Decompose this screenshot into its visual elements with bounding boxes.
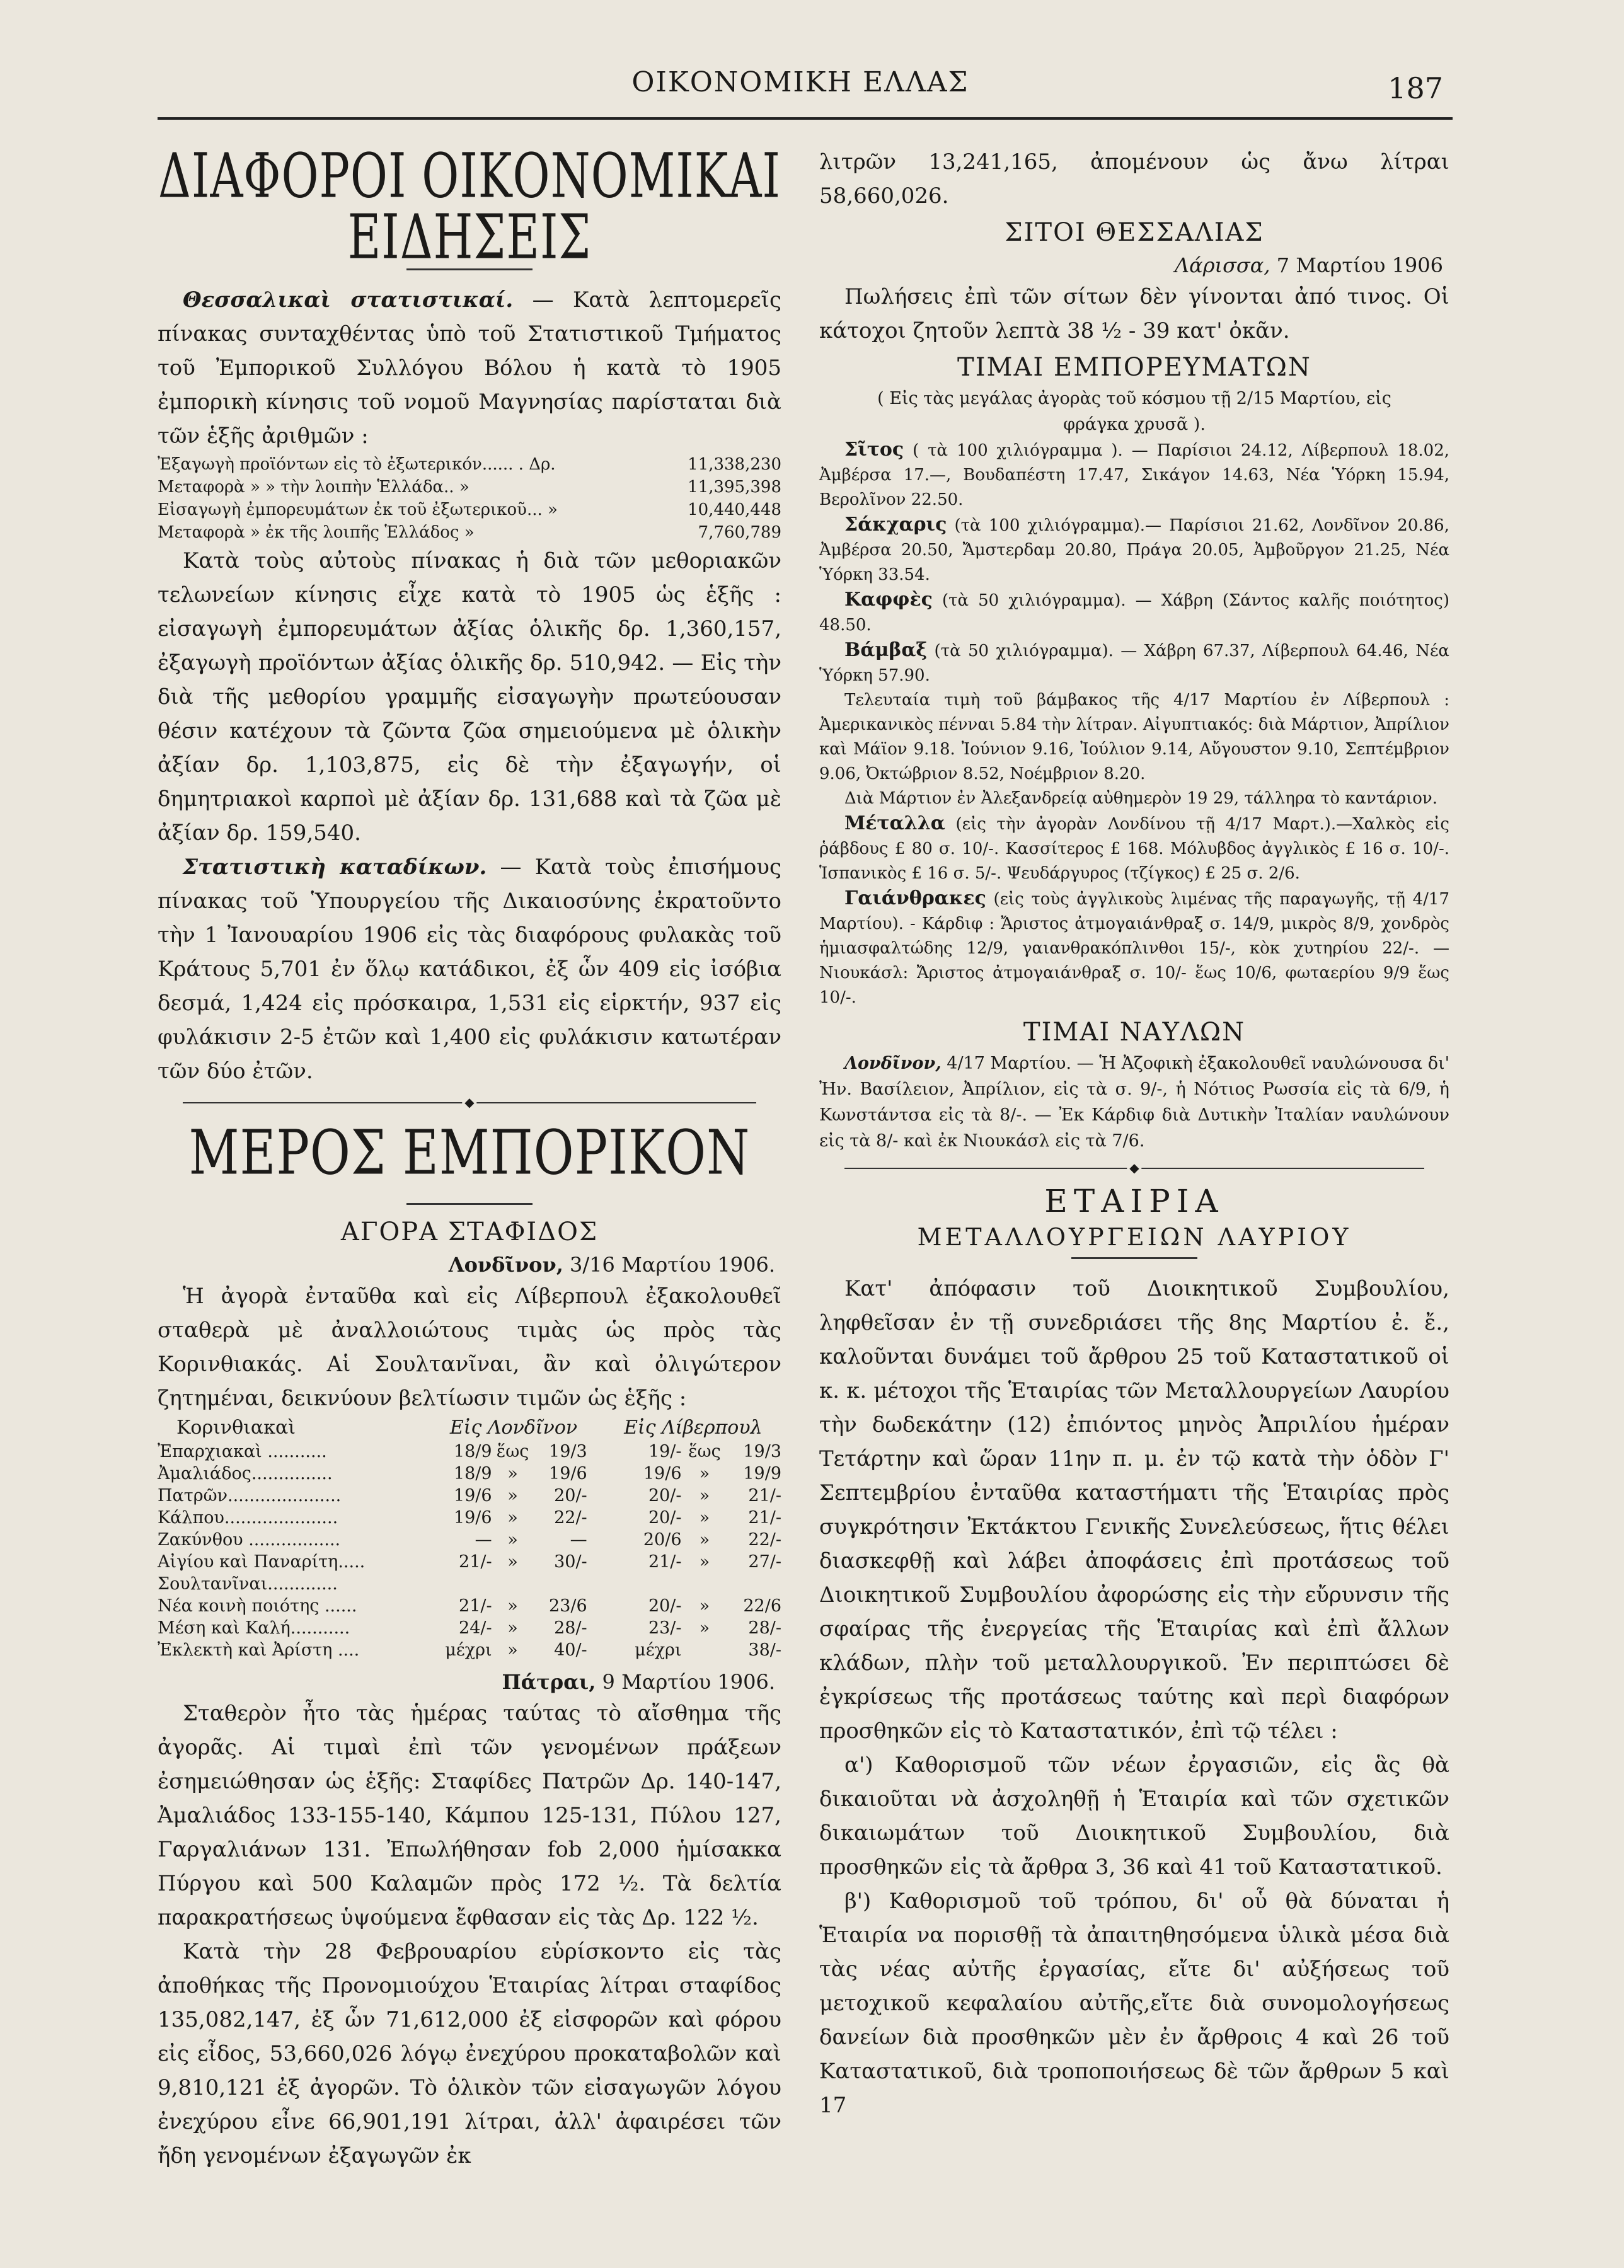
company-subtitle: ΜΕΤΑΛΛΟΥΡΓΕΙΩΝ ΛΑΥΡΙΟΥ	[917, 1223, 1352, 1251]
section-title: ΔΙΑΦΟΡΟΙ ΟΙΚΟΝΟΜΙΚΑΙ ΕΙΔΗΣΕΙΣ	[158, 139, 781, 273]
company-item-a: α') Καθορισμοῦ τῶν νέων ἐργασιῶν, εἰς ἃς θὰ δικαιοῦται νὰ ἀσχοληθῇ ἡ Ἑταιρία καὶ τῶν σχετικῶν δικαιωμάτων τοῦ Διοικητικοῦ Συμβουλίου, διὰ προσθηκῶν εἰς τὰ ἄρθρα 3, 36 καὶ 41 τοῦ Καταστατικοῦ.	[819, 1753, 1449, 1880]
convicts-paragraph: Στατιστικὴ καταδίκων. — Κατὰ τοὺς ἐπισήμους πίνακας τοῦ Ὑπουργείου τῆς Δικαιοσύνης ἐκρατοῦντο τὴν 1 Ἰανουαρίου 1906 εἰς τὰς διαφόρους φυλακὰς τοῦ Κράτους 5,701 ἐν ὅλῳ κατάδικοι, ἐξ ὧν 409 εἰς ἰσόβια δεσμά, 1,424 εἰς πρόσκαιρα, 1,531 εἰς εἱρκτήν, 937 εἰς φυλάκισιν 2-5 ἐτῶν καὶ 1,400 εἰς φυλάκισιν κατωτέραν τῶν δύο ἐτῶν.	[158, 855, 781, 1084]
table-row: Ἀμαλιάδος............... 18/9 » 19/6 19/6 » 19/9	[158, 1464, 781, 1483]
table-row: Εἰσαγωγὴ ἐμπορευμάτων ἐκ τοῦ ἐξωτερικοῦ... » 10,440,448	[158, 500, 781, 519]
table-row: Ζακύνθου ................. — » — 20/6 » 22/-	[158, 1530, 781, 1550]
header-rule	[158, 117, 1453, 120]
left-column	[158, 139, 781, 2173]
run-in-heading: Θεσσαλικαὶ στατιστικαί.	[183, 287, 514, 313]
table-header-row: Κορινθιακαὶ Εἰς Λονδῖνον Εἰς Λίβερπουλ	[176, 1417, 763, 1439]
thessaly-statistics-paragraph: Θεσσαλικαὶ στατιστικαί. — Κατὰ λεπτομερεῖς πίνακας συνταχθέντας ὑπὸ τοῦ Στατιστικοῦ Τμήματος τοῦ Ἐμπορικοῦ Συλλόγου Βόλου ἡ κατὰ τὸ 1905 ἐμπορικὴ κίνησις τοῦ νομοῦ Μαγνησίας παρίσταται διὰ τῶν ἑξῆς ἀριθμῶν :	[158, 287, 781, 449]
table-row: Ἐπαρχιακαὶ ........... 18/9 ἕως 19/3 19/- ἕως 19/3	[158, 1442, 781, 1461]
title-rule	[406, 1203, 533, 1205]
table-row: Μέση καὶ Καλή........... 24/- » 28/- 23/- » 28/-	[158, 1618, 781, 1638]
commodity-prices-note: ( Εἰς τὰς μεγάλας ἀγορὰς τοῦ κόσμου τῇ 2/15 Μαρτίου, εἰς φράγκα χρυσᾶ ).	[877, 389, 1391, 434]
commodity-item: Μέταλλα (εἰς τὴν ἀγορὰν Λονδίνου τῇ 4/17 Μαρτ.).—Χαλκὸς εἰς ῥάβδους £ 80 σ. 10/-. Κασσίτερος £ 168. Μόλυβδος ἀγγλικὸς £ 16 σ. 10/-. Ἱσπανικὸς £ 16 σ. 5/-. Ψευδάργυρος (τζίγκος) £ 25 σ. 2/6.	[819, 812, 1449, 883]
dateline-larissa: Λάρισσα, 7 Μαρτίου 1906	[1174, 253, 1443, 277]
currant-price-table	[158, 1415, 781, 1661]
right-column	[819, 145, 1449, 2122]
company-title: ΕΤΑΙΡΙΑ	[1044, 1183, 1224, 1219]
dateline-london: Λονδῖνον, 3/16 Μαρτίου 1906.	[448, 1253, 775, 1277]
warehouse-stock-paragraph: Κατὰ τὴν 28 Φεβρουαρίου εὑρίσκοντο εἰς τὰς ἀποθήκας τῆς Προνομιούχου Ἑταιρίας λίτραι σταφίδος 135,082,147, ἐξ ὧν 71,612,000 ἐξ εἰσφορῶν καὶ φόρου εἰς εἶδος, 53,660,026 λόγῳ ἐνεχύρου προκαταβολῶν καὶ 9,810,121 ἐξ ἀγορῶν. Τὸ ὁλικὸν τῶν εἰσαγωγῶν λόγου ἐνεχύρου εἶνε 66,901,191 λίτραι, ἀλλ' ἀφαιρέσει τῶν ἤδη γενομένων ἐξαγωγῶν ἐκ	[158, 1939, 781, 2168]
run-in-heading: Στατιστικὴ καταδίκων.	[183, 855, 487, 880]
table-row: Σουλτανῖναι.............	[158, 1574, 338, 1594]
commodity-item: Σάκχαρις (τὰ 100 χιλιόγραμμα).— Παρίσιοι 21.62, Λονδῖνον 20.86, Ἀμβέρσα 20.50, Ἄμστερδαμ 20.80, Πράγα 20.05, Ἀμβοῦργον 21.25, Νέα Ὑόρκη 33.54.	[819, 514, 1449, 584]
grain-title: ΣΙΤΟΙ ΘΕΣΣΑΛΙΑΣ	[1005, 218, 1264, 247]
table-row: Νέα κοινὴ ποιότης ...... 21/- » 23/6 20/- » 22/6	[158, 1596, 781, 1616]
currant-market-title: ΑΓΟΡΑ ΣΤΑΦΙΔΟΣ	[340, 1217, 599, 1246]
ornamental-divider	[183, 1102, 756, 1103]
table-row: Ἐκλεκτὴ καὶ Ἀρίστη .... μέχρι » 40/- μέχρι 38/-	[158, 1640, 781, 1660]
table-row: Αἰγίου καὶ Παναρίτη..... 21/- » 30/- 21/- » 27/-	[158, 1552, 781, 1572]
commodity-prices-title: ΤΙΜΑΙ ΕΜΠΟΡΕΥΜΑΤΩΝ	[957, 353, 1311, 382]
freight-paragraph: Λονδῖνον, 4/17 Μαρτίου. — Ἡ Ἀζοφικὴ ἐξακολουθεῖ ναυλώνουσα δι' Ἠν. Βασίλειον, Ἀπρίλιον, εἰς τὰ σ. 9/-, ἡ Νότιος Ρωσσία εἰς τὰ 6/9, ἡ Κωνστάντσα εἰς τὰ 8/-. — Ἐκ Κάρδιφ διὰ Δυτικὴν Ἰταλίαν ναυλώνουν εἰς τὰ 8/- καὶ ἐκ Νιουκάσλ εἰς τὰ 7/6.	[819, 1054, 1449, 1151]
commodity-item: Γαιάνθρακες (εἰς τοὺς ἀγγλικοὺς λιμένας τῆς παραγωγῆς, τῇ 4/17 Μαρτίου). - Κάρδιφ : Ἄριστος ἀτμογαιάνθραξ σ. 14/9, μικρὸς 8/9, χονδρὸς ἡμιασφαλτώδης 12/9, γαιανθρακόπλινθοι 15/-, κὸκ χυτηρίου 22/-. — Νιουκάσλ: Ἄριστος ἀτμογαιάνθραξ σ. 10/- ἕως 10/6, φωταερίου 9/9 ἕως 10/-.	[819, 887, 1449, 1007]
page-number: 187	[1388, 71, 1443, 105]
company-notice-paragraph: Κατ' ἀπόφασιν τοῦ Διοικητικοῦ Συμβουλίου, ληφθεῖσαν ἐν τῇ συνεδριάσει τῆς 8ης Μαρτίου ἐ. ἔ., καλοῦνται δυνάμει τοῦ ἄρθρου 25 τοῦ Καταστατικοῦ οἱ κ. κ. μέτοχοι τῆς Ἑταιρίας τῶν Μεταλλουργείων Λαυρίου τὴν δωδεκάτην (12) ἐπιόντος μηνὸς Ἀπριλίου ἡμέραν Τετάρτην καὶ ὥραν 11ην π. μ. ἐν τῷ κατὰ τὴν ὁδὸν Γ' Σεπτεμβρίου ἐνταῦθα καταστήματι τῆς Ἑταιρίας πρὸς συγκρότησιν Ἐκτάκτου Γενικῆς Συνελεύσεως, ἥτις θέλει διασκεφθῇ καὶ λάβει ἀποφάσεις ἐπὶ προτάσεως τοῦ Διοικητικοῦ Συμβουλίου ἀφορώσης εἰς τὴν εὔρυνσιν τῆς σφαίρας τῆς ἐνεργείας τῆς Ἑταιρίας καὶ ἐπὶ ἄλλων κλάδων, πλὴν τοῦ μεταλλουργικοῦ. Ἐν περιπτώσει δὲ ἐγκρίσεως τῆς προτάσεως ταύτης καὶ περὶ διαφόρων προσθηκῶν εἰς τὸ Καταστατικόν, ἐπὶ τῷ τέλει :	[819, 1276, 1449, 1744]
section-title-commercial: ΜΕΡΟΣ ΕΜΠΟΡΙΚΟΝ	[188, 1117, 751, 1189]
title-rule	[1071, 1257, 1197, 1259]
table-row: Κάλπου..................... 19/6 » 22/- 20/- » 21/-	[158, 1508, 781, 1528]
running-title: ΟΙΚΟΝΟΜΙΚΗ ΕΛΛΑΣ	[631, 66, 969, 98]
company-item-b: β') Καθορισμοῦ τοῦ τρόπου, δι' οὗ θὰ δύναται ἡ Ἑταιρία να πορισθῇ τὰ ἀπαιτηθησόμενα ὑλικὰ μέσα διὰ τὰς νέας αὐτῆς ἐργασίας, εἴτε δι' αὐξήσεως τοῦ μετοχικοῦ κεφαλαίου αὐτῆς,εἴτε διὰ συνομολογήσεως δανείων διὰ προσθηκῶν μὲν ἐν ἄρθροις 4 καὶ 26 τοῦ Καταστατικοῦ, διὰ τροποποιήσεως δὲ τῶν ἄρθρων 5 καὶ 17	[819, 1889, 1449, 2118]
patras-market-paragraph: Σταθερὸν ἦτο τὰς ἡμέρας ταύτας τὸ αἴσθημα τῆς ἀγορᾶς. Αἱ τιμαὶ ἐπὶ τῶν γενομένων πράξεων ἐσημειώθησαν ὡς ἑξῆς: Σταφίδες Πατρῶν Δρ. 140-147, Ἀμαλιάδος 133-155-140, Κάμπου 125-131, Πύλου 127, Γαργαλιάνων 131. Ἐπωλήθησαν fob 2,000 ἡμίσακκα Πύργου καὶ 500 Καλαμῶν πρὸς 172 ½. Τὰ δελτία παρακρατήσεως ὑψούμενα ἔφθασαν εἰς τὰς Δρ. 122 ½.	[158, 1701, 781, 1930]
table-row: Ἐξαγωγὴ προϊόντων εἰς τὸ ἐξωτερικόν...... . Δρ. 11,338,230	[158, 455, 781, 474]
dateline-patras: Πάτραι, 9 Μαρτίου 1906.	[502, 1670, 775, 1694]
freight-title: ΤΙΜΑΙ ΝΑΥΛΩΝ	[1023, 1018, 1246, 1047]
grain-paragraph: Πωλήσεις ἐπὶ τῶν σίτων δὲν γίνονται ἀπό τινος. Οἱ κάτοχοι ζητοῦν λεπτὰ 38 ½ - 39 κατ' ὀκᾶν.	[819, 284, 1449, 343]
currant-market-paragraph: Ἡ ἀγορὰ ἐνταῦθα καὶ εἰς Λίβερπουλ ἐξακολουθεῖ σταθερὰ μὲ ἀναλλοιώτους τιμὰς ὡς πρὸς τὰς Κορινθιακάς. Αἱ Σουλτανῖναι, ἂν καὶ ὀλιγώτερον ζητημέναι, δεικνύουν βελτίωσιν τιμῶν ὡς ἑξῆς :	[158, 1284, 781, 1411]
table-row: Πατρῶν..................... 19/6 » 20/- 20/- » 21/-	[158, 1486, 781, 1505]
commodity-items	[819, 437, 1449, 1010]
trade-stats-table	[158, 453, 781, 544]
ornamental-divider	[844, 1168, 1424, 1169]
continued-paragraph: λιτρῶν 13,241,165, ἀπομένουν ὡς ἄνω λίτραι 58,660,026.	[819, 149, 1449, 209]
commodity-item: Διὰ Μάρτιον ἐν Ἀλεξανδρείᾳ αὐθημερὸν 19 29, τάλληρα τὸ καντάριον.	[844, 789, 1437, 808]
commodity-item: Σῖτος ( τὰ 100 χιλιόγραμμα ). — Παρίσιοι 24.12, Λίβερπουλ 18.02, Ἀμβέρσα 17.—, Βουδαπέστη 17.47, Σικάγον 14.63, Νέα Ὑόρκη 15.94, Βερολῖνον 22.50.	[819, 439, 1449, 509]
table-row: Μεταφορὰ » ἐκ τῆς λοιπῆς Ἑλλάδος » 7,760,789	[158, 523, 781, 542]
commodity-item: Καφφὲς (τὰ 50 χιλιόγραμμα). — Χάβρη (Σάντος καλῆς ποιότητος) 48.50.	[819, 589, 1449, 635]
commodity-item: Βάμβαξ (τὰ 50 χιλιόγραμμα). — Χάβρη 67.37, Λίβερπουλ 64.46, Νέα Ὑόρκη 57.90.	[819, 639, 1449, 685]
commodity-item: Τελευταία τιμὴ τοῦ βάμβακος τῆς 4/17 Μαρτίου ἐν Λίβερπουλ : Ἀμερικανικὸς πένναι 5.84 τὴν λίτραν. Αἰγυπτιακός: διὰ Μάρτιον, Ἀπρίλιον καὶ Μάϊον 9.18. Ἰούνιον 9.16, Ἰούλιον 9.14, Αὔγουστον 9.10, Σεπτέμβριον 9.06, Ὀκτώβριον 8.52, Νοέμβριον 8.20.	[819, 691, 1449, 783]
table-row: Μεταφορὰ » » τὴν λοιπὴν Ἑλλάδα.. » 11,395,398	[158, 478, 781, 497]
border-customs-paragraph: Κατὰ τοὺς αὐτοὺς πίνακας ἡ διὰ τῶν μεθοριακῶν τελωνείων κίνησις εἶχε κατὰ τὸ 1905 ὡς ἑξῆς : εἰσαγωγὴ ἐμπορευμάτων ἀξίας ὁλικῆς δρ. 1,360,157, ἐξαγωγὴ προϊόντων ἀξίας ὁλικῆς δρ. 510,942. — Εἰς τὴν διὰ τῆς μεθορίου γραμμῆς εἰσαγωγὴν πρωτεύουσαν θέσιν κατέχουν τὰ ζῶντα ζῶα σημειούμενα μὲ ὁλικὴν ἀξίαν δρ. 1,103,875, εἰς δὲ τὴν ἐξαγωγήν, οἱ δημητριακοὶ καρποὶ μὲ ἀξίαν δρ. 131,688 καὶ τὰ ζῶα μὲ ἀξίαν δρ. 159,540.	[158, 548, 781, 846]
running-head	[158, 66, 1443, 117]
